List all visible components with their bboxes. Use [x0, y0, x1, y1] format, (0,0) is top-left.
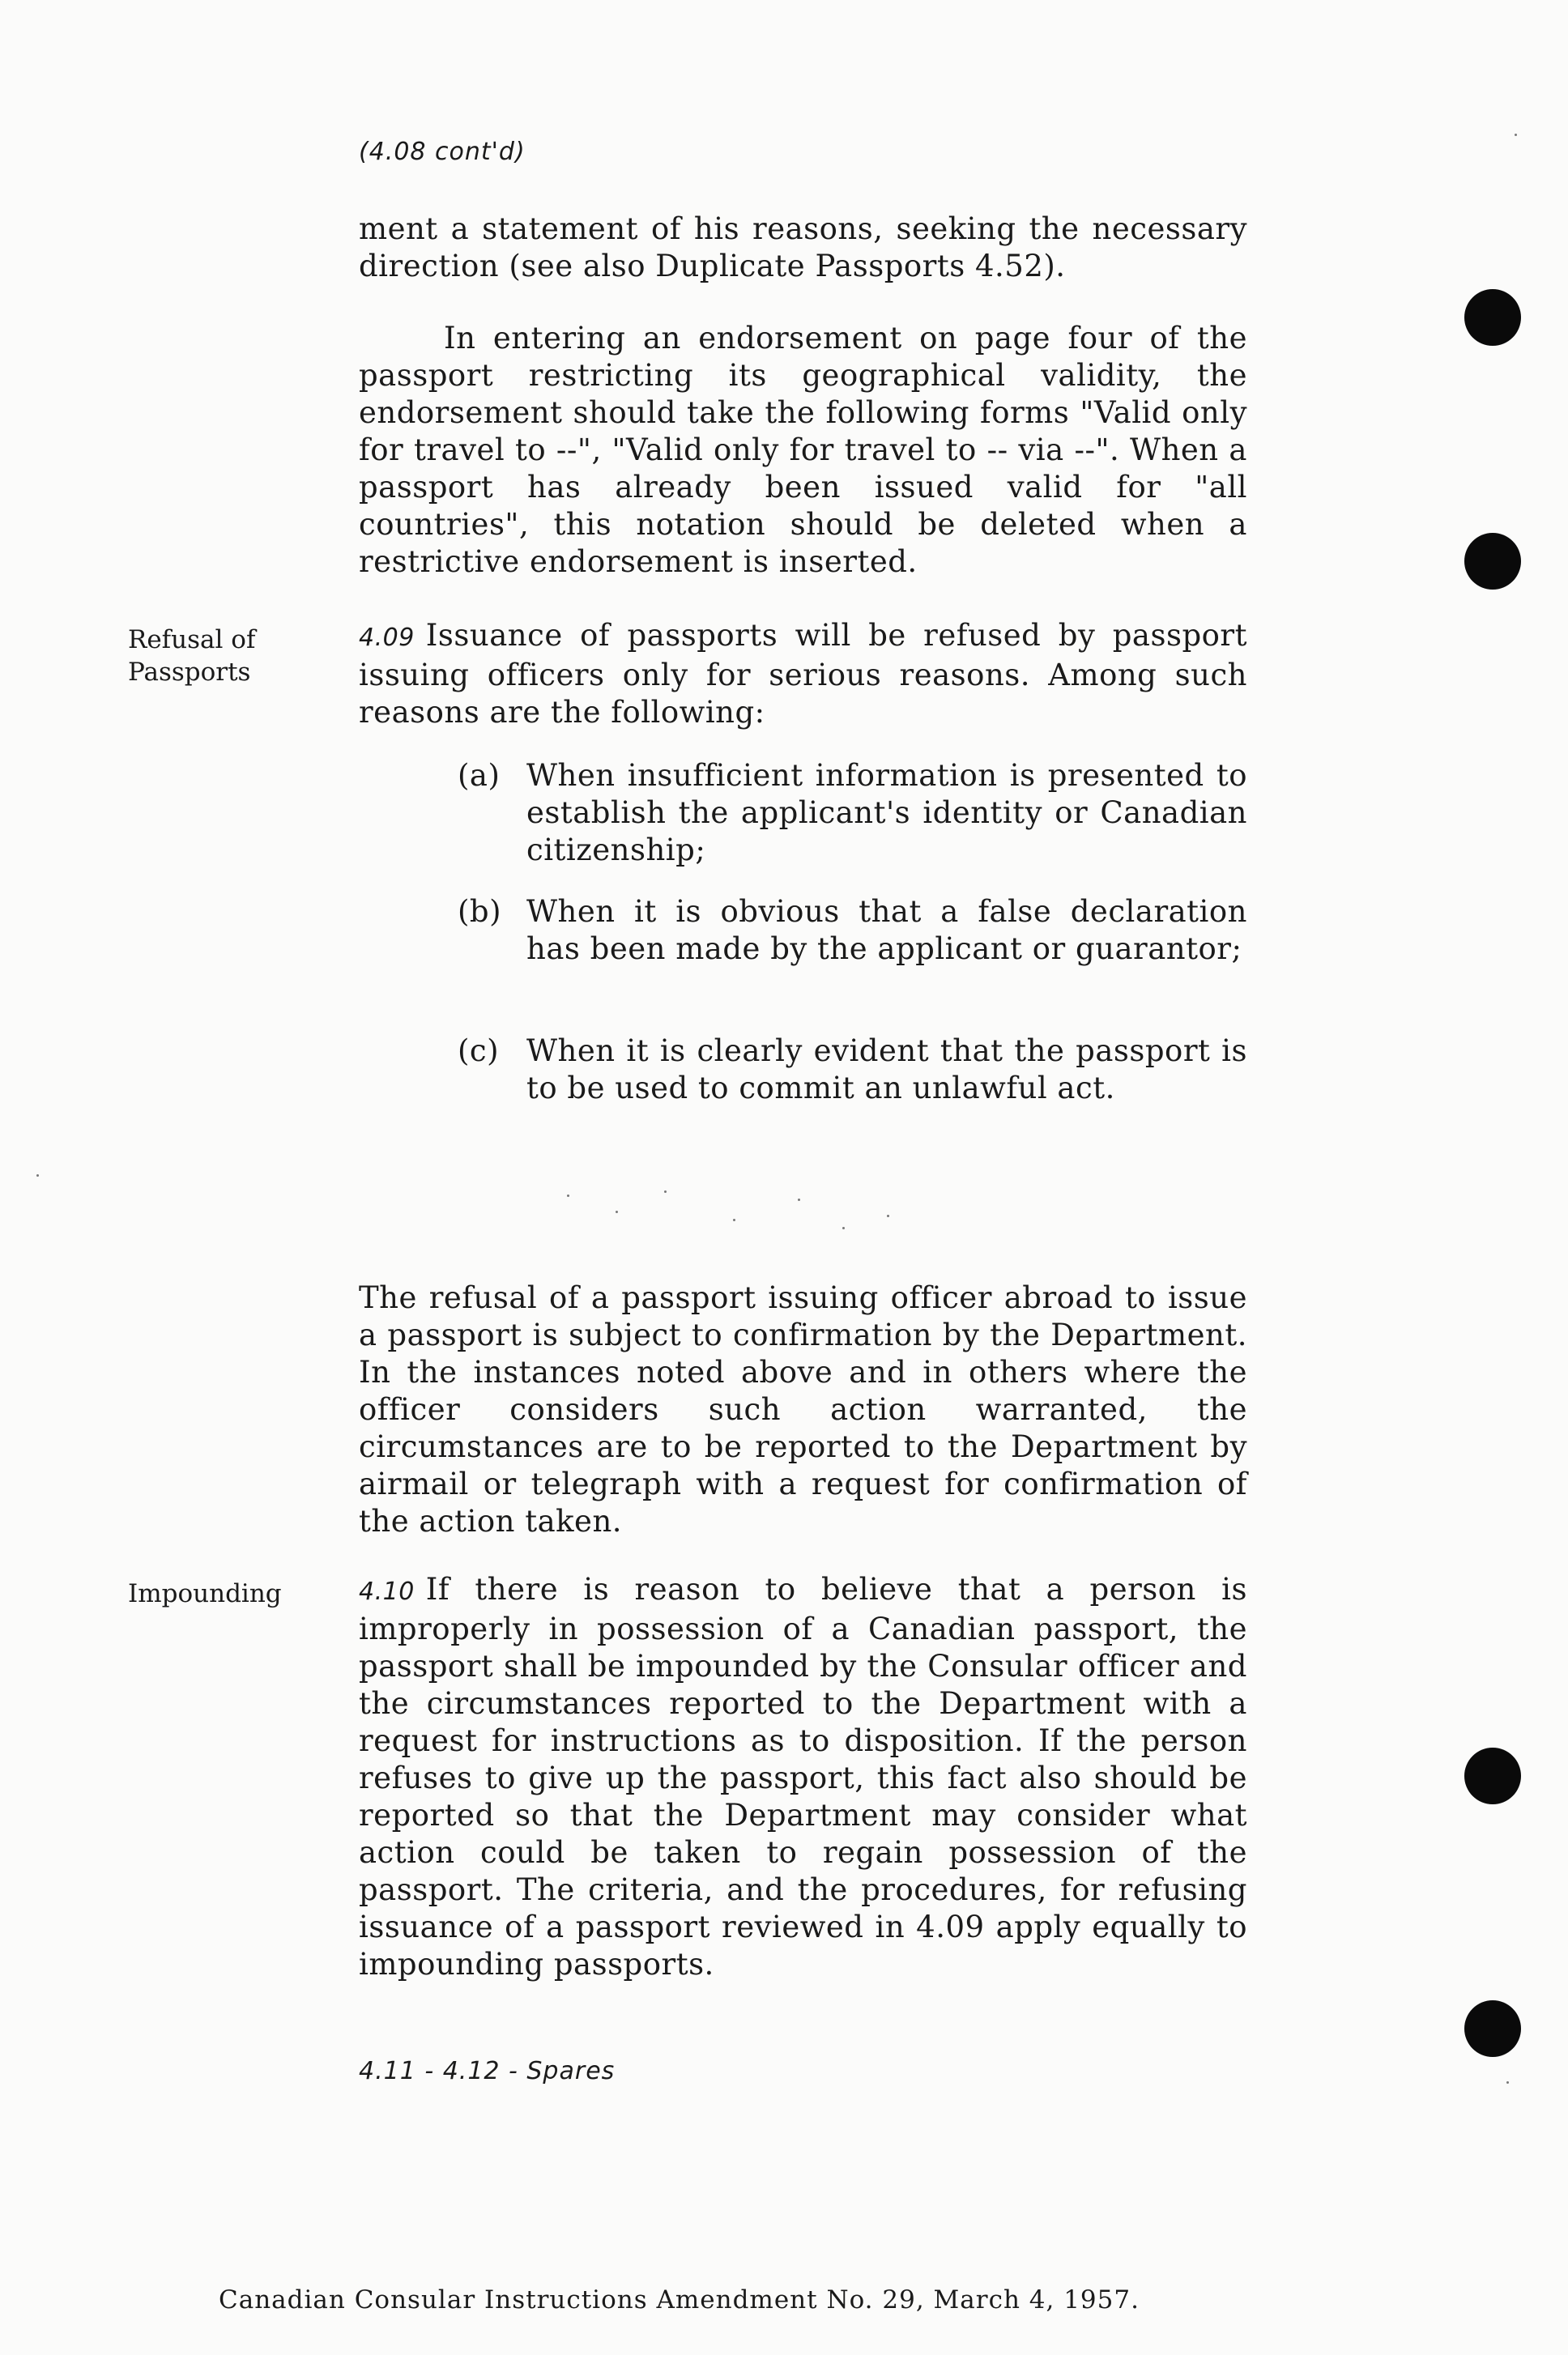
list-item-text: When insufficient information is presented to establish the applicant's identity or Canadian citizenship; — [526, 758, 1247, 867]
paragraph-geographical-endorsement: In entering an endorsement on page four of the passport restricting its geographical validity, the endorsement should take the following forms "Valid only for travel to --", "Valid only for travel to -- via --". When a passport has already been issued valid for "all countries", this notation should be deleted when a restrictive endorsement is inserted. — [359, 321, 1247, 579]
section-number-4-10: 4.10 — [359, 1578, 415, 1606]
punch-hole — [1464, 1748, 1521, 1804]
list-item — [458, 1033, 1247, 1107]
list-item-text: When it is clearly evident that the passport is to be used to commit an unlawful act. — [526, 1033, 1247, 1105]
punch-hole — [1464, 533, 1521, 590]
paragraph-4-08-continuation: ment a statement of his reasons, seeking the necessary direction (see also Duplicate Passports 4.52). — [359, 211, 1247, 283]
section-4-10-body: If there is reason to believe that a person is improperly in possession of a Canadian passport, the passport shall be impounded by the Consular officer and the circumstances reported to the Department with a request for instructions as to disposition. If the person refuses to give up the passport, this fact also should be reported so that the Department may consider what action could be taken to regain possession of the passport. The criteria, and the procedures, for refusing issuance of a passport reviewed in 4.09 apply equally to impounding passports. — [359, 1572, 1247, 1982]
scan-speck — [36, 1174, 39, 1177]
section-4-10-text — [359, 1571, 1247, 1983]
scan-speck — [664, 1190, 667, 1193]
scan-speck — [733, 1219, 735, 1221]
punch-hole — [1464, 2000, 1521, 2057]
list-item-marker: (a) — [458, 758, 501, 793]
scan-speck — [616, 1211, 618, 1213]
scan-speck — [842, 1227, 845, 1229]
list-item — [458, 893, 1247, 968]
scan-speck — [1506, 2081, 1509, 2084]
punch-hole — [1464, 289, 1521, 346]
section-4-09-intro — [359, 617, 1247, 731]
section-number-4-09: 4.09 — [359, 624, 415, 652]
scan-speck — [567, 1195, 569, 1197]
section-4-09-intro-text: Issuance of passports will be refused by passport issuing officers only for serious reasons. Among such reasons are the following: — [359, 618, 1247, 730]
paragraph-refusal-confirmation: The refusal of a passport issuing officer abroad to issue a passport is subject to confirmation by the Department. In the instances noted above and in others where the officer considers such action warranted, the circumstances are to be reported to the Department by airmail or telegraph with a request for confirmation of the action taken. — [359, 1280, 1247, 1539]
page-footer: Canadian Consular Instructions Amendment No. 29, March 4, 1957. — [219, 2285, 1140, 2315]
continuation-header: (4.08 cont'd) — [359, 138, 526, 166]
spares-label: 4.11 - 4.12 - Spares — [359, 2057, 616, 2085]
list-item — [458, 757, 1247, 869]
list-item-text: When it is obvious that a false declaration has been made by the applicant or guarantor; — [526, 894, 1247, 966]
margin-title-impounding: Impounding — [128, 1579, 282, 1608]
list-item-marker: (b) — [458, 894, 502, 929]
scan-speck — [798, 1199, 800, 1201]
scan-speck — [887, 1215, 889, 1217]
scan-speck — [1515, 134, 1517, 136]
margin-title-refusal-of-passports: Refusal of Passports — [128, 625, 256, 687]
list-item-marker: (c) — [458, 1033, 500, 1068]
